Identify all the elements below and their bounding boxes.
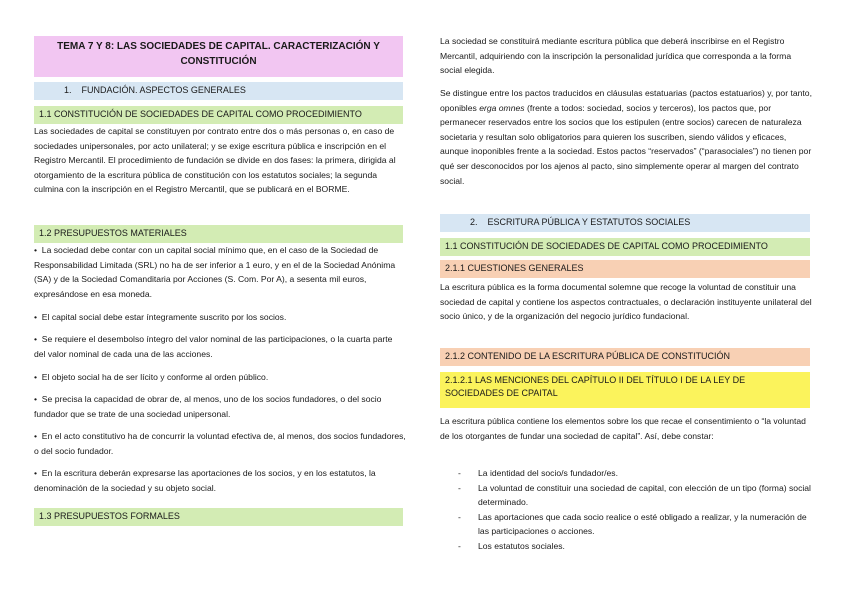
page-title: TEMA 7 Y 8: LAS SOCIEDADES DE CAPITAL. CARACTERIZACIÓN Y CONSTITUCIÓN — [34, 36, 403, 77]
pactos-text-b: (frente a todos: sociedad, socios y terceros), los pactos que, por permanecer reservados entre los socios que los estipulen (entre socios) carecen de naturaleza societaria y resultan solo obligatorios para quieren los suscriben, siendo válidos y eficaces, aunque inoponibles frente a la sociedad. Estos pactos “reservados” (“parasociales”) no tienen por qué ser desconocidos por los ajenos al pacto, sino simplemente operar al margen del contrato social. — [440, 102, 812, 186]
section-1-number: 1. — [64, 85, 72, 95]
section-2-heading — [440, 214, 810, 232]
paragraph-2-1-2-1: La escritura pública contiene los elementos sobre los que recae el consentimiento o “la voluntad de los otorgantes de fundar una sociedad de capital”. Así, debe constar: — [440, 416, 806, 441]
requirements-list — [458, 466, 812, 554]
bullet-item: • El capital social debe estar íntegramente suscrito por los socios. — [34, 310, 406, 325]
bullet-item: • En la escritura deberán expresarse las aportaciones de los socios, y en los estatutos, la denominación de la sociedad y su objeto social. — [34, 466, 406, 495]
subsection-1-1-heading-right: 1.1 CONSTITUCIÓN DE SOCIEDADES DE CAPITAL COMO PROCEDIMIENTO — [440, 238, 810, 256]
paragraph-pactos — [440, 86, 812, 188]
section-2-number: 2. — [470, 217, 478, 227]
bullet-item: • La sociedad debe contar con un capital social mínimo que, en el caso de la Sociedad de Responsabilidad Limitada (SRL) no ha de ser inferior a 1 euro, y en el de la Sociedad Anónima (SA) y de la Sociedad Comanditaria por Acciones (S. Com. Por A), a sesenta mil euros, expresándose en esa moneda. — [34, 243, 406, 301]
subsection-1-3-heading: 1.3 PRESUPUESTOS FORMALES — [34, 508, 403, 526]
bullet-item: • En el acto constitutivo ha de concurrir la voluntad efectiva de, al menos, dos socios fundadores, o del socio fundador. — [34, 429, 406, 458]
subsection-1-1-heading: 1.1 CONSTITUCIÓN DE SOCIEDADES DE CAPITAL COMO PROCEDIMIENTO — [34, 106, 403, 124]
bullet-item: • El objeto social ha de ser lícito y conforme al orden público. — [34, 370, 406, 385]
section-1-heading — [34, 82, 403, 100]
paragraph-intro: La sociedad se constituirá mediante escritura pública que deberá inscribirse en el Registro Mercantil, adquiriendo con la inscripción la personalidad jurídica que corresponda a la forma social elegida. — [440, 36, 792, 76]
subsection-2-1-2-heading: 2.1.2 CONTENIDO DE LA ESCRITURA PÚBLICA DE CONSTITUCIÓN — [440, 348, 810, 366]
pactos-text-a: Se distingue entre los pactos traducidos en cláusulas estatuarias (pactos estatuarios) y, por tanto, oponibles — [440, 88, 812, 113]
bullet-item: • Se precisa la capacidad de obrar de, al menos, uno de los socios fundadores, o del socio fundador que se trate de una sociedad unipersonal. — [34, 392, 406, 421]
subsection-2-1-1-heading: 2.1.1 CUESTIONES GENERALES — [440, 260, 810, 278]
section-2-label: ESCRITURA PÚBLICA Y ESTATUTOS SOCIALES — [487, 217, 691, 227]
list-item: - Los estatutos sociales. — [458, 539, 812, 554]
list-item: - La voluntad de constituir una sociedad de capital, con elección de un tipo (forma) social determinado. — [458, 481, 812, 510]
paragraph-1-1: Las sociedades de capital se constituyen por contrato entre dos o más personas o, en caso de sociedades unipersonales, por acto unilateral; y se exige escritura pública e inscripción en el Registro Mercantil. El procedimiento de fundación se divide en dos fases: la primera, dirigida al otorgamiento de la escritura pública de constitución con los estatutos sociales; la segunda culmina con la inscripción en el Registro Mercantil, que se publicará en el BORME. — [34, 126, 396, 195]
bullet-item: • Se requiere el desembolso íntegro del valor nominal de las participaciones, o la cuarta parte del valor nominal de cada una de las acciones. — [34, 332, 406, 361]
pactos-emphasis: erga omnes — [479, 102, 525, 113]
subsection-2-1-2-1-heading: 2.1.2.1 LAS MENCIONES DEL CAPÍTULO II DEL TÍTULO I DE LA LEY DE SOCIEDADES DE CPAITAL — [440, 372, 810, 408]
paragraph-2-1-1: La escritura pública es la forma documental solemne que recoge la voluntad de constituir una sociedad de capital y contiene los aspectos contractuales, o declaración instituyente unilateral del socio único, y de la organización del negocio jurídico fundacional. — [440, 282, 812, 322]
list-item: - Las aportaciones que cada socio realice o esté obligado a realizar, y la numeración de las participaciones o acciones. — [458, 510, 812, 539]
subsection-1-2-heading: 1.2 PRESUPUESTOS MATERIALES — [34, 225, 403, 243]
section-1-label: FUNDACIÓN. ASPECTOS GENERALES — [81, 85, 246, 95]
list-item: - La identidad del socio/s fundador/es. — [458, 466, 812, 481]
